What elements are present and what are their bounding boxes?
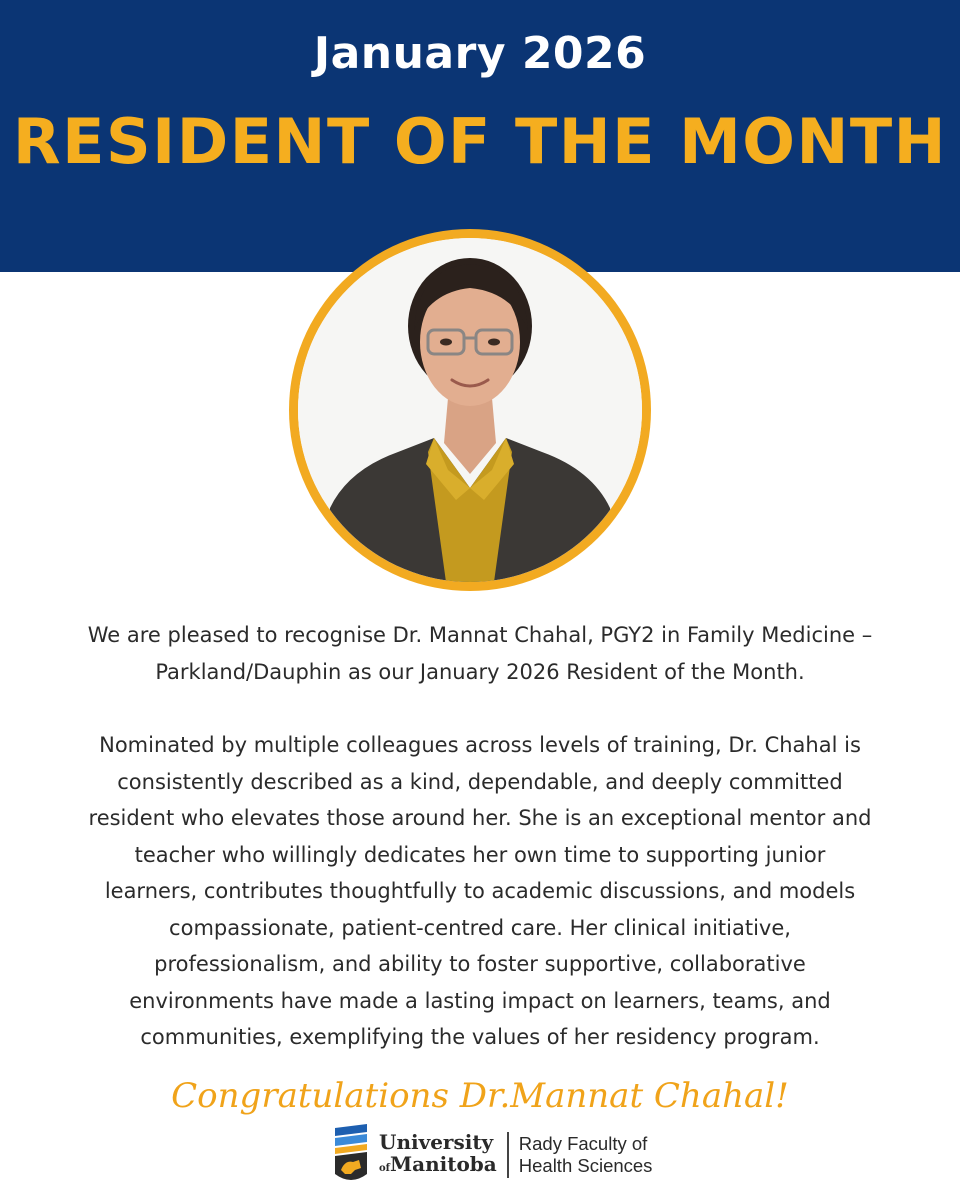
intro-line: Parkland/Dauphin as our January 2026 Resident of the Month. bbox=[155, 659, 805, 684]
university-of: of bbox=[379, 1162, 390, 1174]
nomination-line: compassionate, patient-centred care. Her clinical initiative, bbox=[169, 915, 791, 940]
intro-paragraph bbox=[0, 617, 960, 690]
university-name: University bbox=[379, 1129, 494, 1154]
resident-portrait bbox=[298, 238, 642, 582]
nomination-paragraph bbox=[0, 727, 960, 1056]
faculty-wordmark bbox=[519, 1133, 653, 1177]
faculty-name-line1: Rady Faculty of bbox=[518, 1133, 648, 1154]
month-heading: January 2026 bbox=[313, 28, 647, 79]
nomination-line: teacher who willingly dedicates her own time to supporting junior bbox=[134, 842, 826, 867]
congratulations-message: Congratulations Dr.Mannat Chahal! bbox=[171, 1076, 789, 1116]
nomination-line: consistently described as a kind, dependable, and deeply committed bbox=[117, 769, 843, 794]
university-crest-icon bbox=[331, 1124, 371, 1186]
logo-divider bbox=[507, 1132, 509, 1178]
nomination-line: Nominated by multiple colleagues across levels of training, Dr. Chahal is bbox=[99, 733, 861, 757]
university-wordmark bbox=[379, 1131, 497, 1180]
university-logo bbox=[331, 1124, 652, 1186]
university-name-second-line bbox=[379, 1153, 497, 1180]
nomination-line: professionalism, and ability to foster supportive, collaborative bbox=[154, 952, 806, 976]
intro-line: We are pleased to recognise Dr. Mannat Chahal, PGY2 in Family Medicine – bbox=[87, 623, 873, 647]
university-manitoba: Manitoba bbox=[389, 1151, 497, 1176]
nomination-line: learners, contributes thoughtfully to academic discussions, and models bbox=[104, 879, 856, 903]
faculty-name-line2: Health Sciences bbox=[518, 1155, 653, 1176]
award-title: RESIDENT OF THE MONTH bbox=[12, 105, 948, 178]
portrait-illustration bbox=[298, 238, 642, 582]
nomination-line: communities, exemplifying the values of her residency program. bbox=[140, 1025, 820, 1049]
nomination-line: environments have made a lasting impact on learners, teams, and bbox=[129, 988, 831, 1013]
nomination-line: resident who elevates those around her. She is an exceptional mentor and bbox=[88, 806, 872, 830]
